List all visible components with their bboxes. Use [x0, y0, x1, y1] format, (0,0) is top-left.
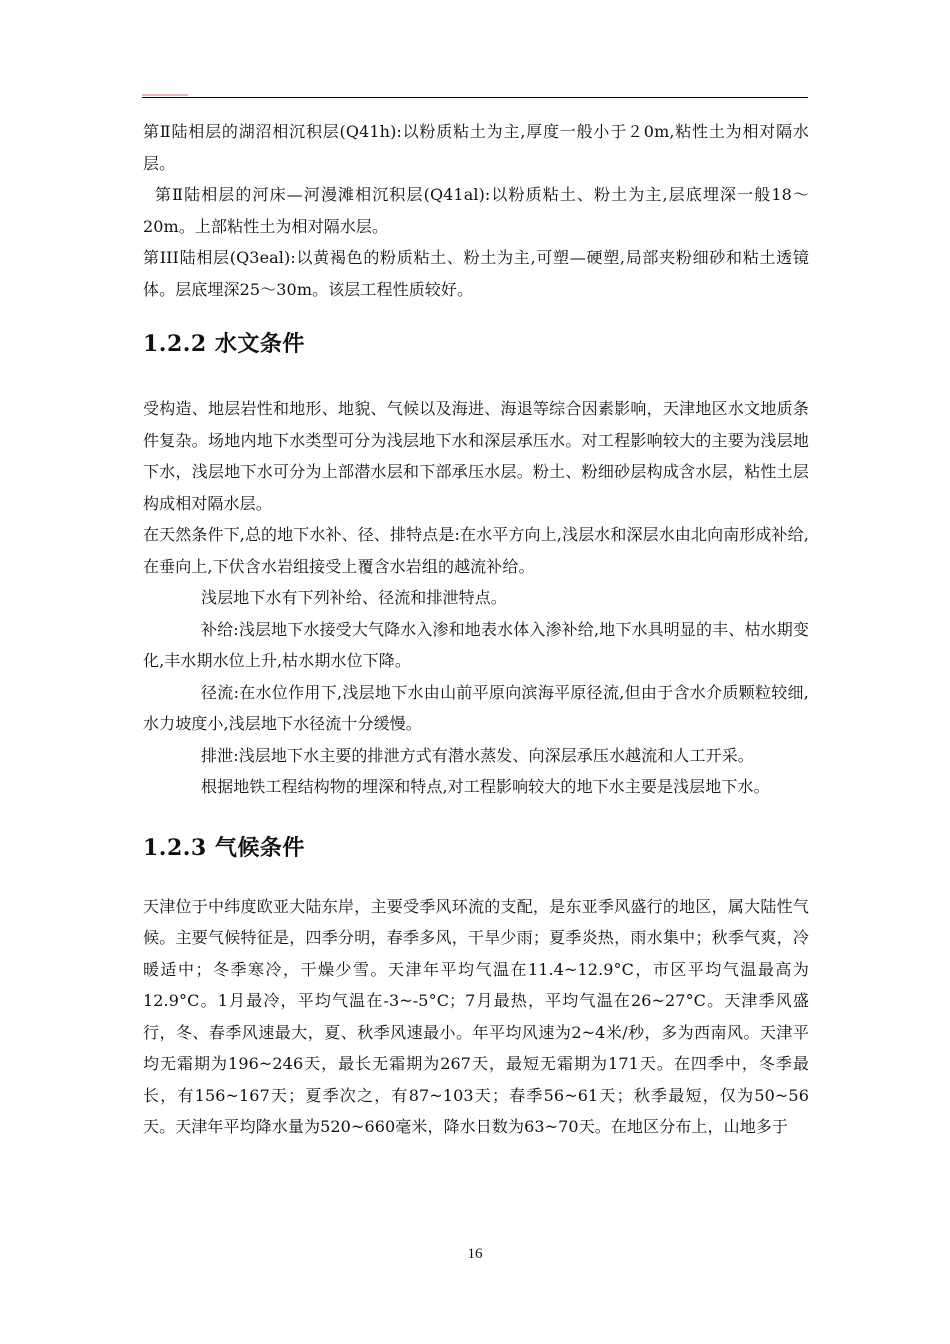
paragraph-q41h: 第Ⅱ陆相层的湖沼相沉积层(Q41h):以粉质粘土为主,厚度一般小于２0m,粘性土为相对隔水层。: [143, 122, 809, 173]
paragraph-hydro-runoff: 径流:在水位作用下,浅层地下水由山前平原向滨海平原径流,但由于含水介质颗粒较细,水力坡度小,浅层地下水径流十分缓慢。: [143, 682, 809, 733]
header-mark: [142, 94, 188, 96]
paragraph-climate: 天津位于中纬度欧亚大陆东岸，主要受季风环流的支配，是东亚季风盛行的地区，属大陆性气候。主要气候特征是，四季分明，春季多风，干旱少雨；夏季炎热，雨水集中；秋季气爽，冷暖适中；冬季寒冷，干燥少雪。天津年平均气温在11.4~12.9°C，市区平均气温最高为12.9°C。1月最冷，平均气温在-3~-5°C；7月最热，平均气温在26~27°C。天津季风盛行，冬、春季风速最大，夏、秋季风速最小。年平均风速为2~4米/秒，多为西南风。天津平均无霜期为196~246天，最长无霜期为267天，最短无霜期为171天。在四季中，冬季最长，有156~167天；夏季次之，有87~103天；春季56~61天；秋季最短，仅为50~56天。天津年平均降水量为520~660毫米，降水日数为63~70天。在地区分布上，山地多于: [143, 896, 809, 1136]
paragraph-hydro-features: 浅层地下水有下列补给、径流和排泄特点。: [201, 588, 507, 607]
paragraph-q41al: 第Ⅱ陆相层的河床—河漫滩相沉积层(Q41al):以粉质粘土、粉土为主,层底埋深一般18～20m。上部粘性土为相对隔水层。: [143, 185, 809, 236]
section-heading-climate: 1.2.3 气候条件: [143, 834, 305, 861]
header-rule: [142, 97, 808, 98]
paragraph-hydro-discharge: 排泄:浅层地下水主要的排泄方式有潜水蒸发、向深层承压水越流和人工开采。: [201, 745, 754, 765]
paragraph-q3eal: 第III陆相层(Q3eal):以黄褐色的粉质粘土、粉土为主,可塑—硬塑,局部夹粉细砂和粘土透镜体。层底埋深25～30m。该层工程性质较好。: [143, 248, 809, 299]
paragraph-hydro-overview: 受构造、地层岩性和地形、地貌、气候以及海进、海退等综合因素影响，天津地区水文地质条件复杂。场地内地下水类型可分为浅层地下水和深层承压水。对工程影响较大的主要为浅层地下水，浅层地下水可分为上部潜水层和下部承压水层。粉土、粉细砂层构成含水层，粘性土层构成相对隔水层。: [143, 399, 809, 513]
page-content: [143, 116, 809, 1143]
paragraph-hydro-recharge: 补给:浅层地下水接受大气降水入渗和地表水体入渗补给,地下水具明显的丰、枯水期变化,丰水期水位上升,枯水期水位下降。: [143, 619, 809, 670]
page-number: 16: [467, 1246, 483, 1262]
section-heading-hydrology: 1.2.2 水文条件: [143, 331, 305, 357]
paragraph-hydro-conclusion: 根据地铁工程结构物的埋深和特点,对工程影响较大的地下水主要是浅层地下水。: [201, 777, 770, 796]
paragraph-hydro-natural: 在天然条件下,总的地下水补、径、排特点是:在水平方向上,浅层水和深层水由北向南形成补给,在垂向上,下伏含水岩组接受上覆含水岩组的越流补给。: [143, 525, 809, 576]
